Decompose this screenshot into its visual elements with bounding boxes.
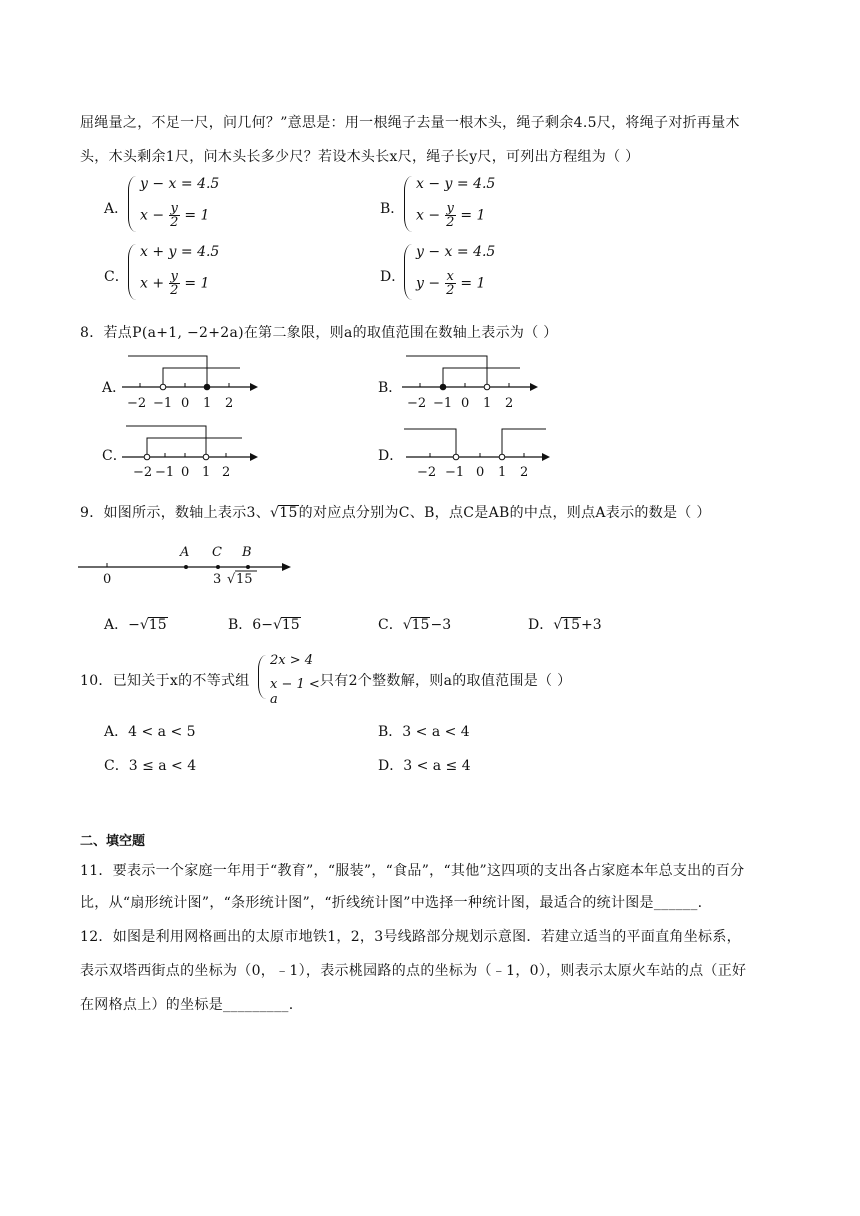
option-suffix: +3: [580, 617, 602, 633]
equation-1: x + y = 4.5: [140, 244, 220, 260]
option-label: A．: [104, 617, 129, 633]
q8-option-d-label[interactable]: D．: [378, 448, 404, 464]
point-c-label: C: [212, 545, 222, 560]
tick-label: 2: [505, 396, 514, 411]
sqrt-radicand: 15: [562, 617, 580, 633]
zero-label: 0: [103, 572, 112, 587]
sqrt-radicand: 15: [236, 572, 253, 587]
tick-label: −2: [127, 396, 147, 411]
option-label: C．: [378, 617, 403, 633]
q8-number-line-d: [402, 420, 554, 482]
tick-label: −1: [433, 396, 453, 411]
equation-2-left: x −: [416, 207, 441, 224]
fraction-numerator: y: [446, 201, 454, 216]
sqrt-icon: √: [272, 617, 282, 633]
q12-line1: 12．如图是利用网格画出的太原市地铁1，2，3号线路部分规划示意图．若建立适当的平面直角坐标系，: [80, 929, 741, 945]
sqrt-icon: √: [139, 617, 149, 633]
tick-label: −2: [133, 465, 153, 480]
fraction-denominator: 2: [446, 283, 455, 298]
section-title: 二、填空题: [80, 834, 146, 849]
tick-label: −1: [155, 465, 175, 480]
fraction-numerator: y: [170, 201, 178, 216]
tick-label: 0: [181, 396, 190, 411]
equation-1: y − x = 4.5: [416, 244, 496, 260]
inequality-1: 2x > 4: [270, 653, 314, 668]
tick-label: −1: [153, 396, 173, 411]
fraction-denominator: 2: [170, 215, 179, 230]
fraction-denominator: 2: [170, 283, 179, 298]
q8-stem: 8．若点P(a+1, −2+2a)在第二象限，则a的取值范围在数轴上表示为（ ）: [80, 325, 558, 341]
equation-2-right: = 1: [184, 275, 210, 292]
point-a-label: A: [180, 545, 190, 560]
q10-option-b[interactable]: B．3 < a < 4: [378, 724, 470, 740]
sqrt-icon: √15: [270, 505, 298, 521]
tick-label: 0: [461, 396, 470, 411]
sqrt-radicand: 15: [148, 617, 167, 633]
tick-label: 1: [202, 465, 211, 480]
q10-option-c[interactable]: C．3 ≤ a < 4: [104, 758, 197, 774]
equation-1: y − x = 4.5: [140, 176, 220, 192]
equation-2-right: = 1: [460, 275, 486, 292]
q9-stem-part2: 的对应点分别为C、B，点C是AB的中点，则点A表示的数是（ ）: [298, 505, 711, 521]
option-label: B．: [380, 201, 405, 217]
equation-2-right: = 1: [460, 207, 486, 224]
equation-2-right: = 1: [184, 207, 210, 224]
q9-number-line: [76, 540, 296, 590]
q11-line2: 比，从“扇形统计图”，“条形统计图”，“折线统计图”中选择一种统计图，最适合的统计图是______.: [80, 895, 703, 911]
q9-option-c[interactable]: [378, 614, 451, 634]
q12-line2: 表示双塔西街点的坐标为（0，﹣1），表示桃园路的点的坐标为（﹣1，0），则表示太原火车站的点（正好: [80, 963, 747, 979]
sqrt-icon: √: [227, 572, 236, 587]
q10-inequality-system: [258, 653, 328, 707]
q8-number-line-b: [398, 350, 538, 412]
option-suffix: −3: [430, 617, 452, 633]
fraction-numerator: y: [170, 269, 178, 284]
tick-label: 1: [498, 465, 507, 480]
fraction-denominator: 2: [446, 215, 455, 230]
q8-number-line-a: [118, 350, 258, 412]
tick-label: 0: [181, 465, 190, 480]
q10-stem-part1: 10．已知关于x的不等式组: [80, 673, 250, 689]
inequality-2: x − 1 < a: [270, 677, 320, 707]
tick-label: 2: [222, 465, 231, 480]
q7-line1: 屈绳量之，不足一尺，问几何？”意思是：用一根绳子去量一根木头，绳子剩余4.5尺，将绳子对折再量木: [80, 115, 740, 131]
tick-label: −2: [407, 396, 427, 411]
tick-label: −1: [445, 465, 465, 480]
q8-option-b-label[interactable]: B．: [378, 380, 403, 396]
q8-option-a-label[interactable]: A．: [102, 380, 127, 396]
three-label: 3: [213, 572, 222, 587]
option-label: B．: [228, 617, 253, 633]
q9-stem-part1: 9．如图所示，数轴上表示3、: [80, 505, 271, 521]
tick-label: 1: [483, 396, 492, 411]
q7-line2: 头，木头剩余1尺，问木头长多少尺？若设木头长x尺，绳子长y尺，可列出方程组为（ ）: [80, 149, 640, 165]
option-label: A．: [104, 201, 129, 217]
sqrt-radicand: 15: [411, 617, 430, 633]
tick-label: 2: [520, 465, 529, 480]
equation-2-left: y −: [416, 275, 441, 292]
q9-option-a[interactable]: [104, 614, 168, 634]
q9-option-b[interactable]: [228, 614, 301, 634]
option-prefix: −: [128, 617, 140, 633]
point-b-label: B: [242, 545, 252, 560]
sqrt-icon: √: [553, 617, 563, 633]
sqrt-icon: √: [402, 617, 412, 633]
option-label: D．: [528, 617, 554, 633]
equation-1: x − y = 4.5: [416, 176, 496, 192]
equation-2-left: x −: [140, 207, 165, 224]
option-label: D．: [380, 269, 406, 285]
tick-label: 2: [225, 396, 234, 411]
tick-label: −2: [417, 465, 437, 480]
q11-line1: 11．要表示一个家庭一年用于“教育”，“服装”，“食品”，“其他”这四项的支出各占家庭本年总支出的百分: [80, 863, 745, 879]
q12-line3: 在网格点上）的坐标是_________.: [80, 997, 294, 1013]
sqrt-radicand: 15: [279, 505, 298, 521]
tick-label: 1: [203, 396, 212, 411]
fraction-numerator: x: [446, 269, 454, 284]
q10-option-a[interactable]: A．4 < a < 5: [104, 724, 196, 740]
tick-label: 0: [476, 465, 485, 480]
sqrt-radicand: 15: [281, 617, 300, 633]
option-label: C．: [104, 269, 129, 285]
q10-option-d[interactable]: D．3 < a ≤ 4: [378, 758, 471, 774]
q10-stem-part2: 只有2个整数解，则a的取值范围是（ ）: [320, 673, 572, 689]
equation-2-left: x +: [140, 275, 165, 292]
q9-option-d[interactable]: [528, 614, 602, 634]
q9-stem: [80, 502, 711, 522]
q8-option-c-label[interactable]: C．: [102, 448, 127, 464]
q8-number-line-c: [118, 420, 258, 482]
option-prefix: 6−: [252, 617, 273, 633]
